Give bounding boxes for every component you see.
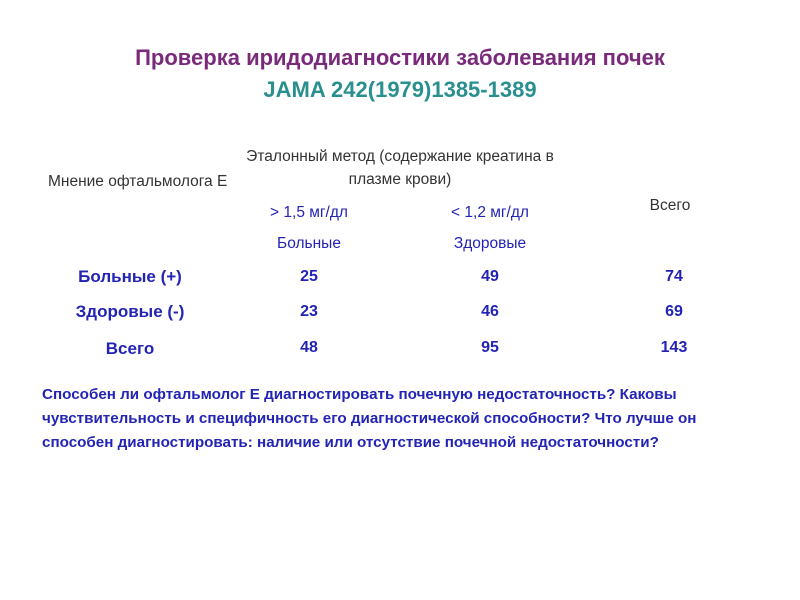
slide-subtitle-citation: JAMA 242(1979)1385-1389 <box>263 77 537 102</box>
cell-healthy-high: 23 <box>300 303 318 320</box>
cell-total-high: 48 <box>300 339 318 356</box>
group-sick-header: Больные <box>277 235 341 252</box>
threshold-high: > 1,5 мг/дл <box>270 204 348 221</box>
row-label-total: Всего <box>105 339 155 358</box>
threshold-low: < 1,2 мг/дл <box>451 204 529 221</box>
slide-title: Проверка иридодиагностики заболевания почек <box>135 45 665 70</box>
cell-grand-total: 143 <box>660 339 688 356</box>
opinion-header: Мнение офтальмолога Е <box>48 173 228 190</box>
cell-total-low: 95 <box>481 339 499 356</box>
total-column-header: Всего <box>649 197 691 214</box>
row-label-healthy: Здоровые (-) <box>75 302 185 321</box>
group-healthy-header: Здоровые <box>453 235 527 252</box>
question-text: Способен ли офтальмолог Е диагностировать почечную недостаточность? Каковы чувствительность и специфичность его диагностической способности? Что лучше он способен диагностировать: наличие или отсутствие почечной недостаточности? <box>42 386 697 451</box>
cell-sick-high: 25 <box>300 268 318 285</box>
row-label-sick: Больные (+) <box>78 267 182 286</box>
cell-sick-low: 49 <box>481 268 499 285</box>
cell-sick-total: 74 <box>665 268 683 285</box>
cell-healthy-low: 46 <box>481 303 499 320</box>
reference-method-header: Эталонный метод (содержание креатина в плазме крови) <box>246 148 554 188</box>
cell-healthy-total: 69 <box>665 303 683 320</box>
